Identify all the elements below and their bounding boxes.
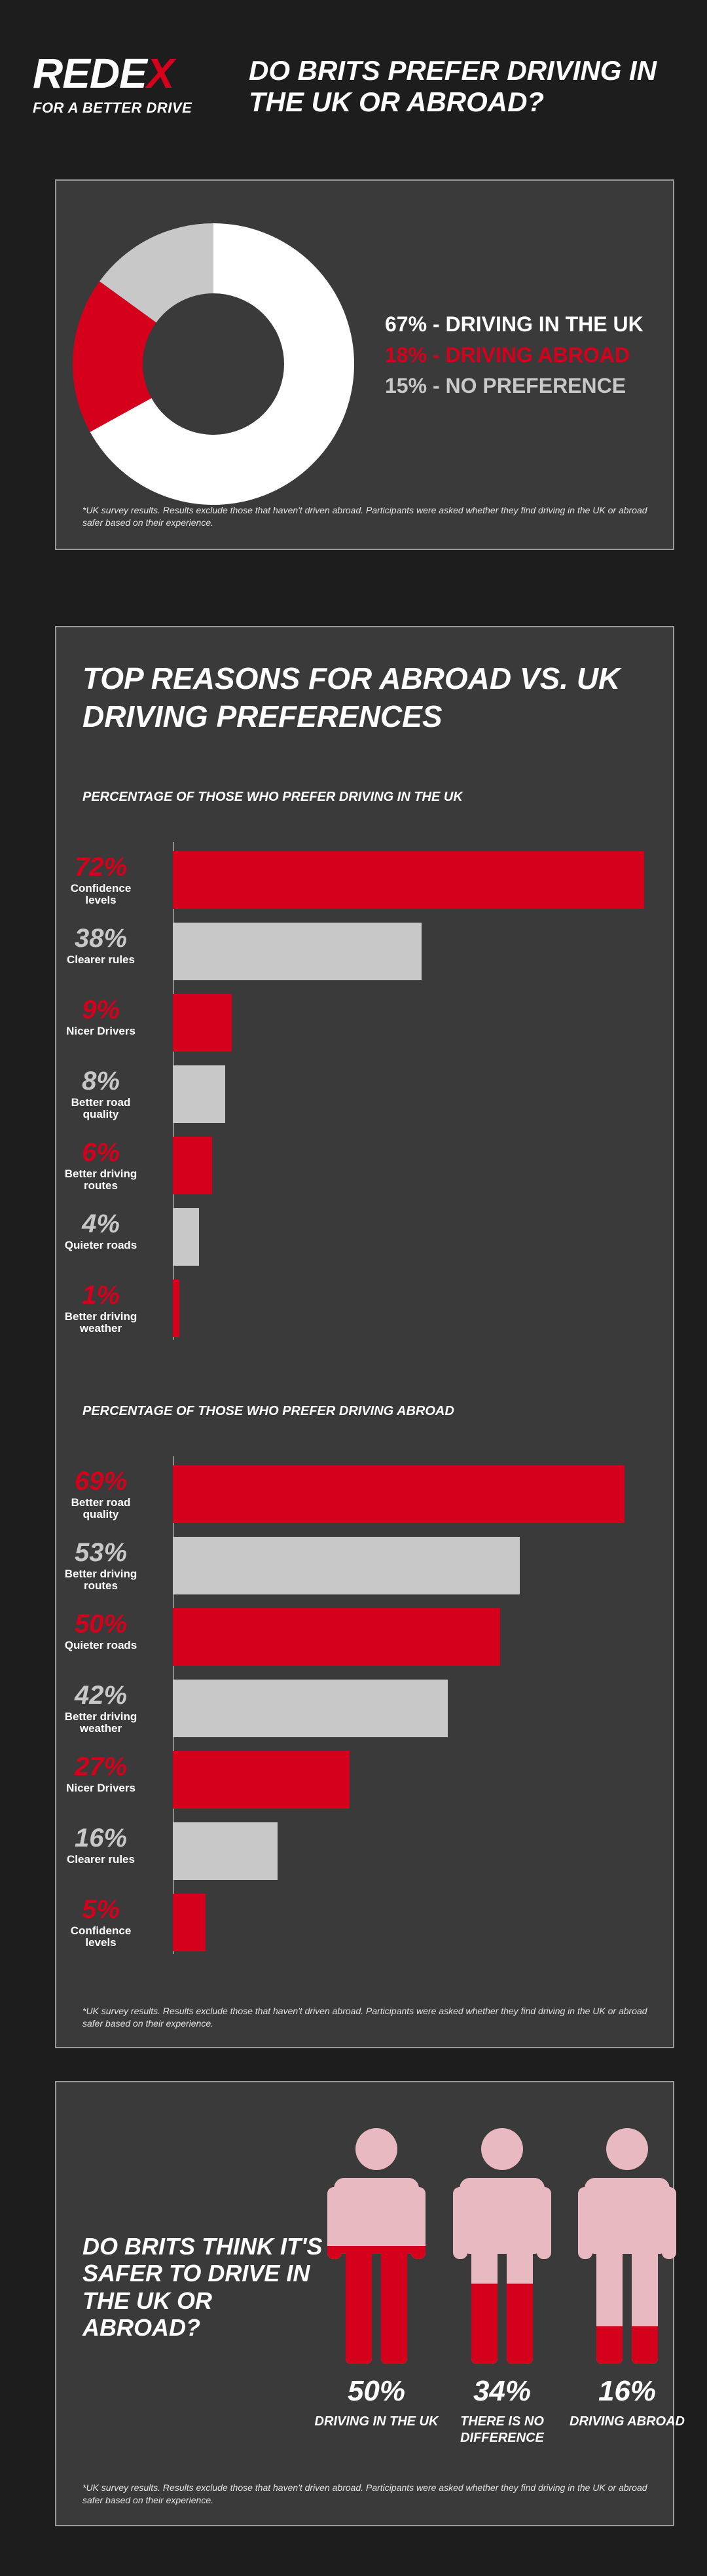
uk-subtitle: PERCENTAGE OF THOSE WHO PREFER DRIVING IN THE UK [82, 790, 463, 804]
person-percent-label: 34% [473, 2375, 532, 2407]
bar-value-label: 69% [74, 1467, 128, 1496]
bar-row [56, 1133, 676, 1190]
bar-category-label: Clearer rules [67, 953, 135, 966]
bar-value-label: 53% [74, 1538, 128, 1567]
person-no-difference-icon [453, 2128, 551, 2364]
bar-category-label: Better driving weather [64, 1310, 137, 1335]
bar-row [56, 1462, 676, 1519]
bar-value-label: 8% [82, 1067, 120, 1095]
bar [173, 1608, 500, 1666]
bar-value-label: 9% [82, 995, 120, 1024]
legend-item-abroad: 18% - DRIVING ABROAD [385, 343, 630, 367]
bar-value-label: 4% [82, 1209, 120, 1238]
reasons-panel [55, 626, 674, 2048]
bar-category-label: Confidence levels [70, 1924, 132, 1949]
bar-value-label: 6% [82, 1138, 120, 1167]
bar [173, 1822, 278, 1880]
bar [173, 1208, 199, 1266]
person-percent-fill [453, 2284, 551, 2364]
logo-tagline: FOR A BETTER DRIVE [33, 100, 192, 116]
header [0, 0, 707, 170]
legend-item-no-preference: 15% - NO PREFERENCE [385, 374, 626, 398]
bar [173, 923, 422, 980]
bar-category-label: Quieter roads [64, 1639, 137, 1651]
bar-value-label: 5% [82, 1895, 120, 1924]
page-title: DO BRITS PREFER DRIVING IN THE UK OR ABROAD? [249, 55, 657, 118]
logo-wordmark: REDEX [33, 50, 174, 97]
bar-category-label: Nicer Drivers [66, 1025, 136, 1037]
survey-note: *UK survey results. Results exclude those that haven't driven abroad. Participants were asked whether they find driving in the UK or abroad safer based on their experience. [82, 2006, 647, 2029]
bar [173, 1137, 212, 1194]
bar [173, 851, 644, 909]
abroad-subtitle: PERCENTAGE OF THOSE WHO PREFER DRIVING ABROAD [82, 1404, 454, 1418]
bar [173, 1065, 225, 1123]
person-percent-fill [327, 2246, 426, 2364]
bar-value-label: 38% [74, 924, 128, 953]
person-uk-icon [327, 2128, 426, 2364]
bar-value-label: 1% [82, 1281, 120, 1310]
bar-value-label: 27% [74, 1752, 128, 1781]
survey-note: *UK survey results. Results exclude those that haven't driven abroad. Participants were asked whether they find driving in the UK or abroad safer based on their experience. [82, 505, 647, 528]
bar [173, 1894, 206, 1951]
person-category-label: DRIVING IN THE UK [314, 2414, 439, 2429]
bar-category-label: Confidence levels [70, 882, 132, 907]
bar-row [56, 919, 676, 976]
bar [173, 1537, 520, 1594]
reasons-title: TOP REASONS FOR ABROAD VS. UK DRIVING PREFERENCES [82, 661, 621, 733]
person-category-label: THERE IS NO DIFFERENCE [460, 2414, 544, 2445]
survey-note: *UK survey results. Results exclude those that haven't driven abroad. Participants were asked whether they find driving in the UK or abroad safer based on their experience. [82, 2482, 647, 2505]
bar-category-label: Quieter roads [64, 1239, 137, 1251]
logo-x: X [146, 50, 174, 97]
bar-value-label: 16% [74, 1824, 128, 1852]
uk-reasons-chart [56, 842, 676, 1340]
bar [173, 1680, 448, 1737]
bar-row [56, 1818, 676, 1876]
bar-row [56, 1747, 676, 1805]
abroad-reasons-chart [56, 1456, 676, 1954]
bar-row [56, 990, 676, 1048]
person-category-label: DRIVING ABROAD [570, 2414, 685, 2429]
bar-category-label: Better driving weather [64, 1710, 137, 1735]
person-percent-label: 50% [347, 2375, 406, 2407]
donut-panel [55, 179, 674, 550]
donut-legend [385, 309, 644, 401]
bar-row [56, 1890, 676, 1947]
bar-row [56, 1276, 676, 1333]
bar-value-label: 72% [74, 853, 128, 881]
logo [33, 52, 203, 117]
bar-category-label: Better road quality [71, 1496, 131, 1521]
bar-category-label: Nicer Drivers [66, 1782, 136, 1794]
bar-row [56, 1061, 676, 1119]
person-base-fill [453, 2128, 551, 2364]
bar [173, 994, 232, 1052]
bar-category-label: Better driving routes [64, 1168, 137, 1192]
bar [173, 1751, 350, 1809]
bar [173, 1465, 625, 1523]
bar-row [56, 1676, 676, 1733]
person-base-fill [578, 2128, 676, 2364]
bar-category-label: Better driving routes [64, 1568, 137, 1592]
person-percent-fill [578, 2326, 676, 2364]
legend-item-uk: 67% - DRIVING IN THE UK [385, 312, 644, 336]
bar-category-label: Better road quality [71, 1096, 131, 1121]
bar-row [56, 847, 676, 905]
bar-row [56, 1604, 676, 1662]
donut-chart [69, 220, 357, 508]
bar-row [56, 1533, 676, 1591]
bar-row [56, 1204, 676, 1262]
person-percent-label: 16% [598, 2375, 657, 2407]
person-abroad-icon [578, 2128, 676, 2364]
bar [173, 1279, 179, 1337]
bar-value-label: 42% [74, 1681, 128, 1710]
safety-panel [55, 2081, 685, 2526]
bar-value-label: 50% [74, 1610, 128, 1638]
safety-question: DO BRITS THINK IT'S SAFER TO DRIVE IN THE UK OR ABROAD? [82, 2233, 323, 2342]
bar-category-label: Clearer rules [67, 1853, 135, 1866]
